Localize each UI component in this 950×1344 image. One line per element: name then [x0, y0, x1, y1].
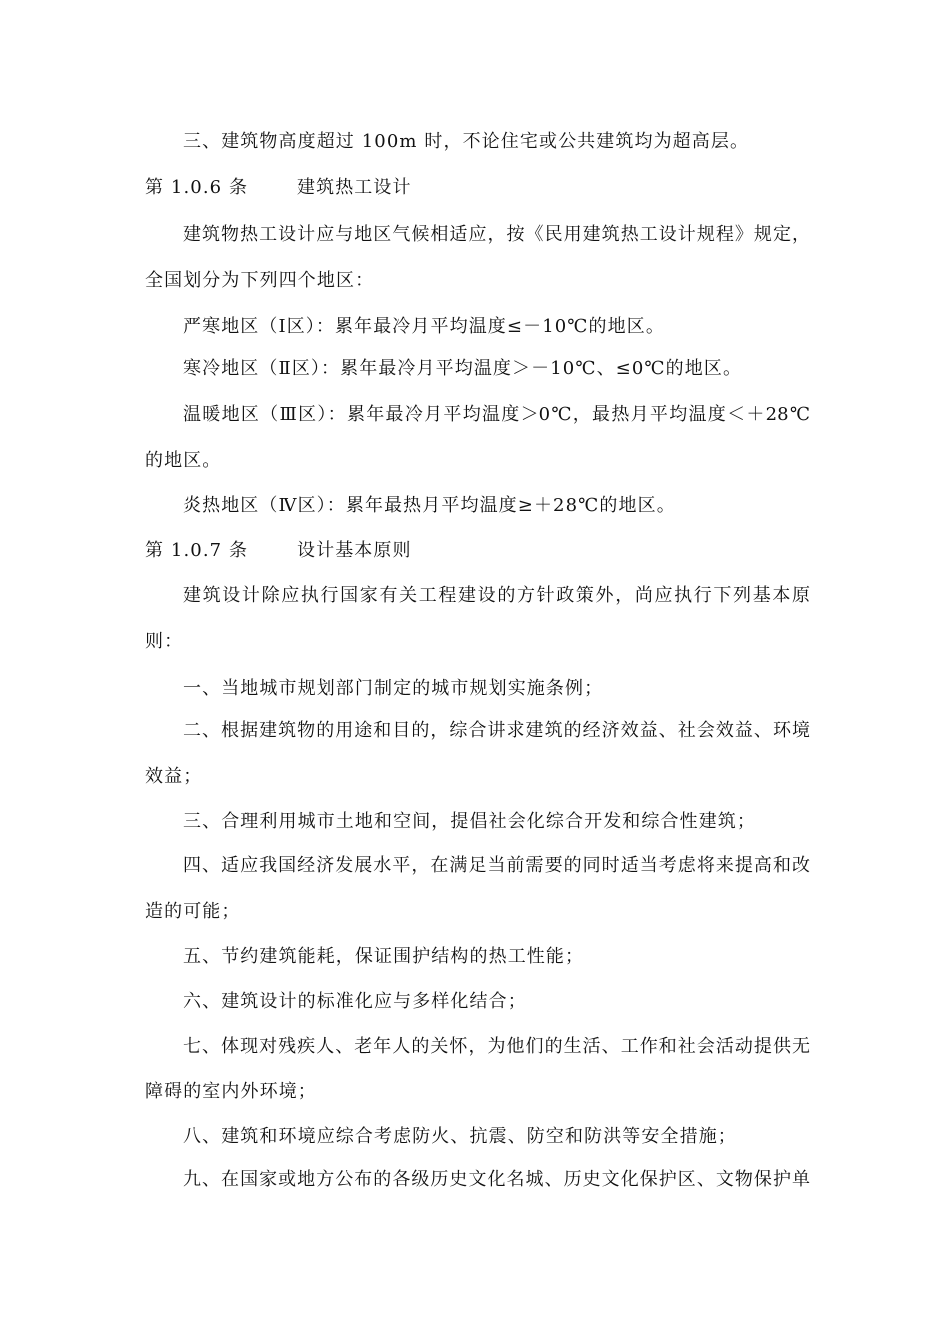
paragraph-line: 九、在国家或地方公布的各级历史文化名城、历史文化保护区、文物保护单 [183, 1169, 810, 1190]
paragraph-line: 四、适应我国经济发展水平，在满足当前需要的同时适当考虑将来提高和改 [183, 855, 810, 876]
section-number: 第 1.0.7 条 [145, 540, 249, 561]
section-number: 第 1.0.6 条 [145, 177, 249, 198]
paragraph-line: 造的可能； [145, 901, 241, 922]
paragraph-line: 建筑设计除应执行国家有关工程建设的方针政策外，尚应执行下列基本原 [183, 585, 810, 606]
paragraph-line: 障碍的室内外环境； [145, 1081, 317, 1102]
paragraph-line: 温暖地区（Ⅲ区）：累年最冷月平均温度＞0℃，最热月平均温度＜＋28℃ [183, 404, 810, 425]
paragraph-line: 七、体现对残疾人、老年人的关怀，为他们的生活、工作和社会活动提供无 [183, 1036, 810, 1057]
section-title: 设计基本原则 [297, 540, 412, 561]
paragraph-line: 全国划分为下列四个地区： [145, 270, 375, 291]
paragraph-line: 严寒地区（Ⅰ区）：累年最冷月平均温度≤－10℃的地区。 [183, 316, 665, 337]
section-heading [145, 538, 810, 564]
paragraph-line: 一、当地城市规划部门制定的城市规划实施条例； [183, 678, 604, 699]
paragraph-line: 五、节约建筑能耗，保证围护结构的热工性能； [183, 946, 585, 967]
paragraph-line: 三、合理利用城市土地和空间，提倡社会化综合开发和综合性建筑； [183, 811, 756, 832]
paragraph-line: 六、建筑设计的标准化应与多样化结合； [183, 991, 527, 1012]
paragraph-line: 三、建筑物高度超过 100m 时，不论住宅或公共建筑均为超高层。 [183, 131, 750, 152]
paragraph-line: 的地区。 [145, 450, 222, 471]
paragraph-line: 二、根据建筑物的用途和目的，综合讲求建筑的经济效益、社会效益、环境 [183, 720, 810, 741]
paragraph-line: 则： [145, 631, 184, 652]
paragraph-line: 炎热地区（Ⅳ区）：累年最热月平均温度≥＋28℃的地区。 [183, 495, 676, 516]
paragraph-line: 建筑物热工设计应与地区气候相适应，按《民用建筑热工设计规程》规定， [183, 224, 810, 245]
paragraph-line: 八、建筑和环境应综合考虑防火、抗震、防空和防洪等安全措施； [183, 1126, 737, 1147]
section-title: 建筑热工设计 [297, 177, 412, 198]
paragraph-line: 效益； [145, 766, 203, 787]
section-heading [145, 175, 810, 201]
paragraph-line: 寒冷地区（Ⅱ区）：累年最冷月平均温度＞－10℃、≤0℃的地区。 [183, 358, 743, 379]
